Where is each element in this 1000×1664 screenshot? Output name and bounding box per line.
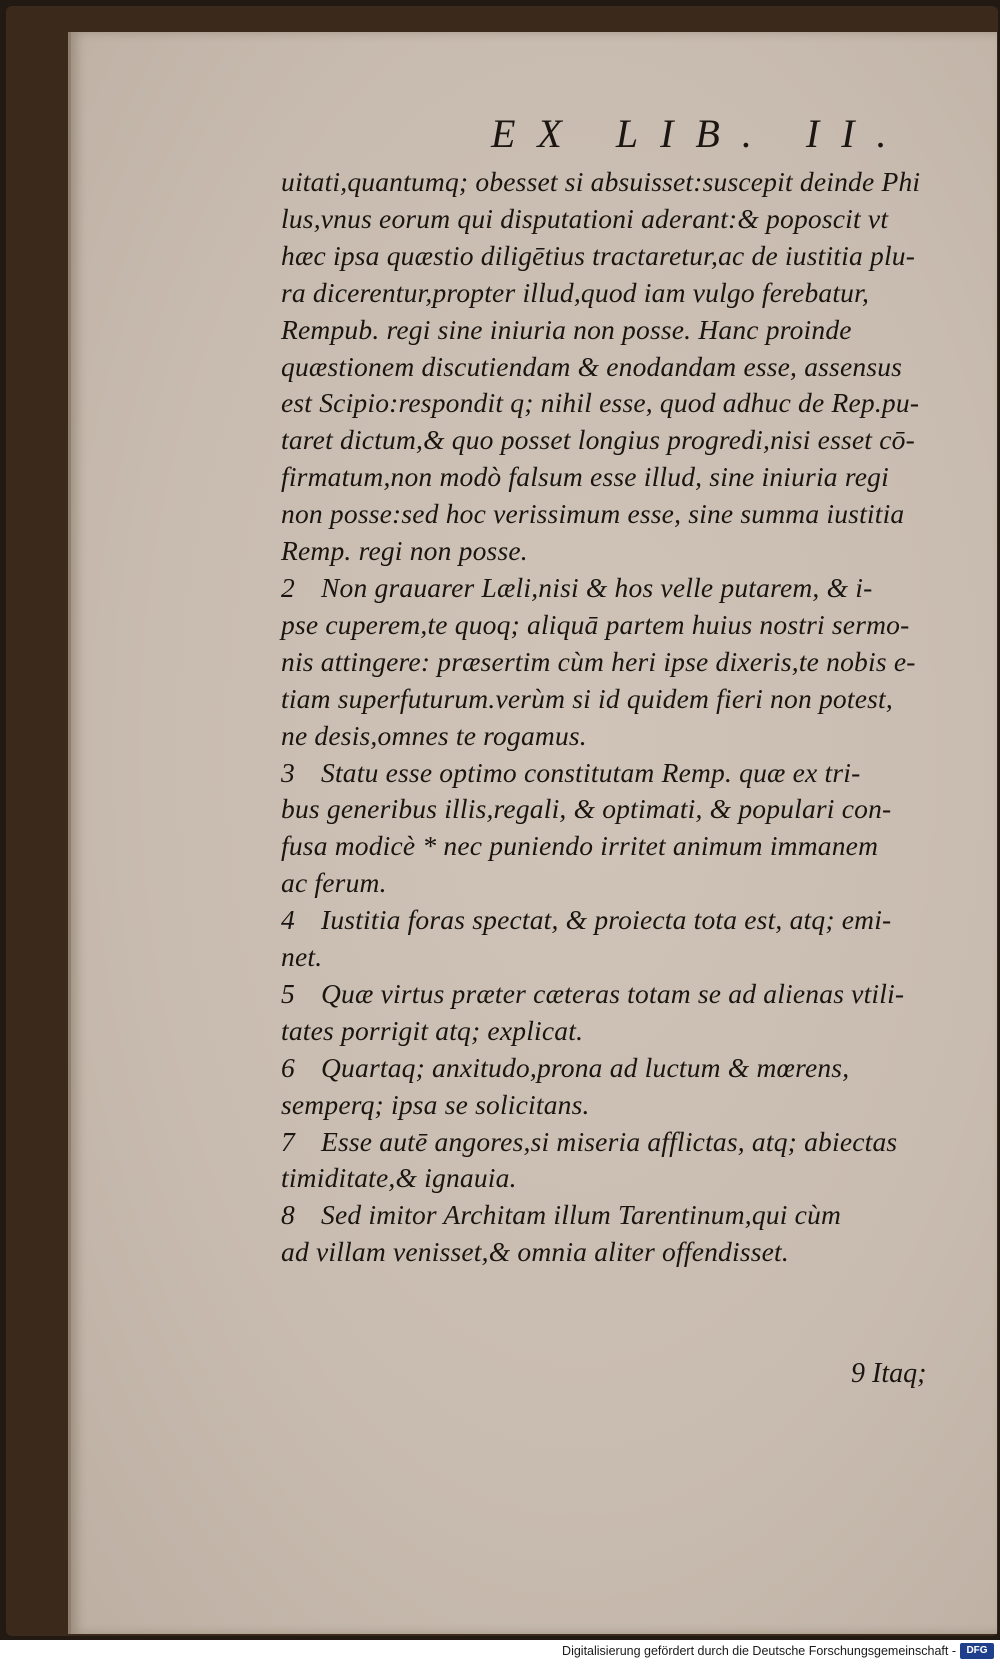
text-line (281, 607, 981, 644)
line-text: uitati,quantumq; obesset si absuisset:suscepit deinde Phi (281, 166, 921, 197)
text-line (281, 1160, 981, 1197)
line-text: ra dicerentur,propter illud,quod iam vulgo ferebatur, (281, 276, 870, 308)
text-line (281, 828, 981, 865)
text-line (281, 496, 981, 533)
line-text: timiditate,& ignauia. (281, 1162, 517, 1194)
book-page (68, 32, 997, 1634)
line-text: ad villam venisset,& omnia aliter offendisset. (281, 1236, 789, 1268)
text-line (281, 865, 981, 902)
text-line (281, 939, 981, 976)
text-line (281, 422, 981, 459)
paragraph-number: 7 (281, 1125, 295, 1157)
line-text: tiam superfuturum.verùm si id quidem fieri non potest, (281, 682, 893, 714)
text-line (281, 902, 981, 939)
line-text: Non grauarer Læli,nisi & hos velle putarem, & i- (321, 571, 873, 603)
line-text: est Scipio:respondit q; nihil esse, quod adhuc de Rep.pu- (281, 387, 920, 419)
line-text: Esse autē angores,si miseria afflictas, atq; abiectas (321, 1125, 898, 1157)
line-text: nis attingere: præsertim cùm heri ipse dixeris,te nobis e- (281, 645, 916, 677)
line-text: Statu esse optimo constitutam Remp. quæ ex tri- (321, 756, 861, 788)
text-line (281, 164, 981, 201)
line-text: Rempub. regi sine iniuria non posse. Hanc proinde (281, 313, 852, 345)
line-text: ne desis,omnes te rogamus. (281, 719, 587, 751)
funding-credit: Digitalisierung gefördert durch die Deutsche Forschungsgemeinschaft - (562, 1644, 956, 1658)
line-text: hæc ipsa quæstio diligētius tractaretur,ac de iustitia plu- (281, 239, 916, 271)
text-line (281, 1013, 981, 1050)
line-text: pse cuperem,te quoq; aliquā partem huius nostri sermo- (281, 608, 910, 640)
text-line (281, 681, 981, 718)
text-line (281, 644, 981, 681)
text-line (281, 275, 981, 312)
text-line (281, 791, 981, 828)
text-line (281, 976, 981, 1013)
text-line (281, 385, 981, 422)
text-line (281, 1124, 981, 1161)
text-line (281, 1234, 981, 1271)
dfg-logo-icon: DFG (960, 1643, 994, 1659)
text-line (281, 533, 981, 570)
line-text: fusa modicè * nec puniendo irritet animum immanem (281, 830, 879, 862)
line-text: Iustitia foras spectat, & proiecta tota est, atq; emi- (321, 904, 892, 936)
text-line (281, 1050, 981, 1087)
line-text: Remp. regi non posse. (281, 535, 528, 567)
line-text: semperq; ipsa se solicitans. (281, 1088, 590, 1120)
text-line (281, 718, 981, 755)
footer-bar (0, 1640, 1000, 1664)
text-line (281, 349, 981, 386)
paragraph-number: 2 (281, 571, 295, 603)
line-text: lus,vnus eorum qui disputationi aderant:& poposcit vt (281, 202, 889, 234)
text-block (281, 164, 981, 1271)
book-cover-edge (6, 6, 998, 1636)
line-text: firmatum,non modò falsum esse illud, sine iniuria regi (281, 461, 889, 493)
line-text: tates porrigit atq; explicat. (281, 1014, 584, 1046)
text-line (281, 459, 981, 496)
catchword: 9 Itaq; (851, 1358, 927, 1389)
text-line (281, 312, 981, 349)
text-line (281, 1197, 981, 1234)
paragraph-number: 8 (281, 1199, 295, 1231)
text-line (281, 570, 981, 607)
line-text: Sed imitor Architam illum Tarentinum,qui cùm (321, 1199, 842, 1231)
paragraph-number: 6 (281, 1051, 295, 1083)
paragraph-number: 3 (281, 756, 295, 788)
paragraph-number: 5 (281, 977, 295, 1009)
line-text: ac ferum. (281, 867, 387, 899)
line-text: quæstionem discutiendam & enodandam esse, assensus (281, 350, 903, 382)
line-text: non posse:sed hoc verissimum esse, sine summa iustitia (281, 498, 905, 530)
line-text: net. (281, 941, 323, 973)
line-text: Quæ virtus præter cæteras totam se ad alienas vtili- (321, 977, 905, 1009)
line-text: bus generibus illis,regali, & optimati, & populari con- (281, 793, 892, 825)
text-line (281, 238, 981, 275)
text-line (281, 201, 981, 238)
line-text: taret dictum,& quo posset longius progredi,nisi esset cō- (281, 424, 915, 456)
line-text: Quartaq; anxitudo,prona ad luctum & mœrens, (321, 1051, 850, 1083)
running-head: EX LIB. II. (491, 111, 909, 156)
text-line (281, 1087, 981, 1124)
paragraph-number: 4 (281, 904, 295, 936)
text-line (281, 755, 981, 792)
